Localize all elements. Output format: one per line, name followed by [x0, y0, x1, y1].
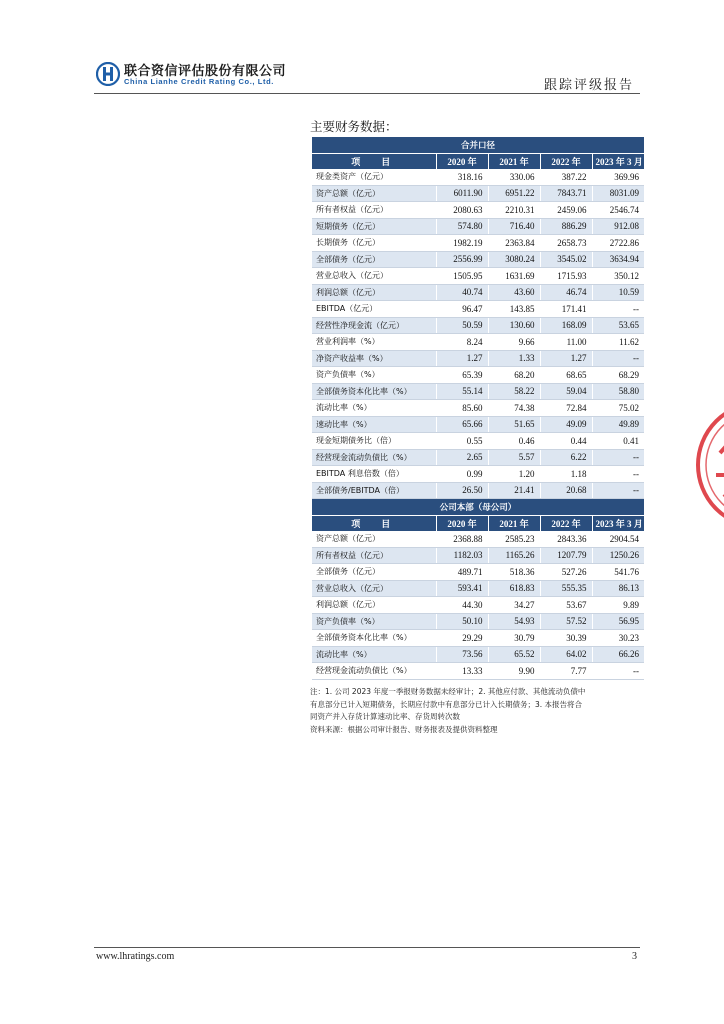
row-value: 2080.63 — [436, 202, 488, 219]
company-name-en: China Lianhe Credit Rating Co., Ltd. — [124, 77, 274, 86]
table-row — [312, 449, 644, 466]
row-value: 64.02 — [540, 646, 592, 663]
table-row — [312, 350, 644, 367]
row-value: 1715.93 — [540, 268, 592, 285]
row-value: 168.09 — [540, 317, 592, 334]
row-value: 1.18 — [540, 466, 592, 483]
table-row — [312, 202, 644, 219]
row-label: 资产负债率（%） — [312, 613, 436, 630]
row-value: 2658.73 — [540, 235, 592, 252]
row-label: 全部债务/EBITDA（倍） — [312, 482, 436, 499]
row-value: 55.14 — [436, 383, 488, 400]
row-label: 营业总收入（亿元） — [312, 580, 436, 597]
row-value: 2722.86 — [592, 235, 644, 252]
row-value: 6.22 — [540, 449, 592, 466]
row-value: -- — [592, 301, 644, 318]
table-row — [312, 400, 644, 417]
row-value: 3545.02 — [540, 251, 592, 268]
row-value: -- — [592, 663, 644, 680]
row-label: 全部债务资本化比率（%） — [312, 383, 436, 400]
table-row — [312, 646, 644, 663]
row-value: 2904.54 — [592, 531, 644, 547]
lianhe-logo-icon — [96, 62, 120, 86]
row-label: 净资产收益率（%） — [312, 350, 436, 367]
row-value: 387.22 — [540, 169, 592, 185]
row-value: -- — [592, 466, 644, 483]
row-value: 1982.19 — [436, 235, 488, 252]
table-row — [312, 334, 644, 351]
table-row — [312, 564, 644, 581]
row-value: 716.40 — [488, 218, 540, 235]
row-value: 0.44 — [540, 433, 592, 450]
row-value: 3634.94 — [592, 251, 644, 268]
row-label: 全部债务（亿元） — [312, 251, 436, 268]
row-value: 3080.24 — [488, 251, 540, 268]
row-value: 350.12 — [592, 268, 644, 285]
table-row — [312, 169, 644, 185]
row-value: 0.55 — [436, 433, 488, 450]
row-value: 2459.06 — [540, 202, 592, 219]
row-label: 经营现金流动负债比（%） — [312, 449, 436, 466]
row-value: 58.80 — [592, 383, 644, 400]
row-value: 13.33 — [436, 663, 488, 680]
row-label: 全部债务资本化比率（%） — [312, 630, 436, 647]
row-value: 1.20 — [488, 466, 540, 483]
row-value: 8.24 — [436, 334, 488, 351]
column-header-period: 2021 年 — [488, 153, 540, 169]
column-header-period: 2023 年 3 月 — [592, 153, 644, 169]
row-value: 1182.03 — [436, 547, 488, 564]
row-value: 11.00 — [540, 334, 592, 351]
table-header-row — [312, 153, 644, 169]
page-header — [0, 0, 724, 96]
row-value: 86.13 — [592, 580, 644, 597]
company-name-cn: 联合资信评估股份有限公司 — [124, 64, 287, 79]
table-row — [312, 218, 644, 235]
row-value: 518.36 — [488, 564, 540, 581]
row-value: 2210.31 — [488, 202, 540, 219]
row-label: 现金类资产（亿元） — [312, 169, 436, 185]
row-value: 143.85 — [488, 301, 540, 318]
website-url: www.lhratings.com — [96, 951, 175, 962]
table-row — [312, 597, 644, 614]
row-value: 85.60 — [436, 400, 488, 417]
row-value: 2556.99 — [436, 251, 488, 268]
row-label: EBITDA（亿元） — [312, 301, 436, 318]
row-value: 68.20 — [488, 367, 540, 384]
row-label: 短期债务（亿元） — [312, 218, 436, 235]
row-value: 29.29 — [436, 630, 488, 647]
table-section-banner — [312, 137, 644, 153]
table-row — [312, 284, 644, 301]
row-value: 6011.90 — [436, 185, 488, 202]
section-banner-label: 合并口径 — [312, 137, 644, 153]
note-line: 有息部分已计入短期债务，长期应付款中有息部分已计入长期债务；3. 本报告将合 — [310, 699, 583, 709]
table-row — [312, 317, 644, 334]
table-row — [312, 251, 644, 268]
row-value: 318.16 — [436, 169, 488, 185]
note-line: 同资产并入存货计算速动比率、存货周转次数 — [310, 712, 460, 721]
column-header-period: 2022 年 — [540, 515, 592, 531]
column-header-period: 2022 年 — [540, 153, 592, 169]
table-row — [312, 433, 644, 450]
row-value: 2546.74 — [592, 202, 644, 219]
row-label: 长期债务（亿元） — [312, 235, 436, 252]
row-value: 51.65 — [488, 416, 540, 433]
table-row — [312, 235, 644, 252]
row-value: 54.93 — [488, 613, 540, 630]
row-label: 资产总额（亿元） — [312, 185, 436, 202]
row-value: 73.56 — [436, 646, 488, 663]
row-value: 59.04 — [540, 383, 592, 400]
table-row — [312, 416, 644, 433]
row-value: 30.79 — [488, 630, 540, 647]
column-header-period: 2020 年 — [436, 153, 488, 169]
row-value: 68.29 — [592, 367, 644, 384]
row-label: 全部债务（亿元） — [312, 564, 436, 581]
table-row — [312, 367, 644, 384]
table-row — [312, 185, 644, 202]
row-value: 330.06 — [488, 169, 540, 185]
column-header-period: 2020 年 — [436, 515, 488, 531]
row-value: 40.74 — [436, 284, 488, 301]
row-value: 68.65 — [540, 367, 592, 384]
row-value: 50.10 — [436, 613, 488, 630]
row-value: 7.77 — [540, 663, 592, 680]
row-value: 1165.26 — [488, 547, 540, 564]
row-value: 11.62 — [592, 334, 644, 351]
row-value: 2585.23 — [488, 531, 540, 547]
row-value: 618.83 — [488, 580, 540, 597]
row-value: 5.57 — [488, 449, 540, 466]
row-value: 57.52 — [540, 613, 592, 630]
row-value: 72.84 — [540, 400, 592, 417]
row-label: 流动比率（%） — [312, 646, 436, 663]
row-value: 53.67 — [540, 597, 592, 614]
row-value: 44.30 — [436, 597, 488, 614]
row-value: 9.89 — [592, 597, 644, 614]
column-header-period: 2021 年 — [488, 515, 540, 531]
row-value: 886.29 — [540, 218, 592, 235]
table-row — [312, 580, 644, 597]
row-value: 30.23 — [592, 630, 644, 647]
row-value: 49.89 — [592, 416, 644, 433]
row-value: 555.35 — [540, 580, 592, 597]
row-value: -- — [592, 350, 644, 367]
table-row — [312, 547, 644, 564]
row-value: 489.71 — [436, 564, 488, 581]
table-row — [312, 301, 644, 318]
table-section-banner — [312, 499, 644, 516]
section-title: 主要财务数据： — [310, 119, 398, 134]
company-seal-stamp — [690, 375, 724, 555]
table-row — [312, 613, 644, 630]
row-value: 74.38 — [488, 400, 540, 417]
header-divider — [94, 93, 640, 94]
row-label: 资产负债率（%） — [312, 367, 436, 384]
row-value: 65.52 — [488, 646, 540, 663]
column-header-item: 项 目 — [312, 153, 436, 169]
row-value: 34.27 — [488, 597, 540, 614]
row-value: -- — [592, 482, 644, 499]
row-value: 1.27 — [540, 350, 592, 367]
row-value: 8031.09 — [592, 185, 644, 202]
row-value: 43.60 — [488, 284, 540, 301]
row-label: 营业利润率（%） — [312, 334, 436, 351]
table-row — [312, 531, 644, 547]
table-row — [312, 482, 644, 499]
row-value: 53.65 — [592, 317, 644, 334]
row-value: 2368.88 — [436, 531, 488, 547]
row-label: 现金短期债务比（倍） — [312, 433, 436, 450]
footer-divider — [94, 947, 640, 948]
note-line: 注：1. 公司 2023 年度一季报财务数据未经审计；2. 其他应付款、其他流动负债中 — [310, 687, 586, 696]
row-value: 0.41 — [592, 433, 644, 450]
row-value: 58.22 — [488, 383, 540, 400]
row-value: 20.68 — [540, 482, 592, 499]
row-value: 96.47 — [436, 301, 488, 318]
row-value: 1505.95 — [436, 268, 488, 285]
row-label: 流动比率（%） — [312, 400, 436, 417]
row-value: 0.46 — [488, 433, 540, 450]
data-source: 资料来源：根据公司审计报告、财务报表及提供资料整理 — [310, 724, 498, 734]
row-label: 利润总额（亿元） — [312, 284, 436, 301]
table-row — [312, 383, 644, 400]
row-value: 6951.22 — [488, 185, 540, 202]
row-label: 所有者权益（亿元） — [312, 202, 436, 219]
row-value: -- — [592, 449, 644, 466]
row-value: 2843.36 — [540, 531, 592, 547]
row-value: 21.41 — [488, 482, 540, 499]
row-label: 资产总额（亿元） — [312, 531, 436, 547]
row-value: 66.26 — [592, 646, 644, 663]
row-label: 经营现金流动负债比（%） — [312, 663, 436, 680]
row-value: 1631.69 — [488, 268, 540, 285]
row-value: 593.41 — [436, 580, 488, 597]
row-value: 130.60 — [488, 317, 540, 334]
row-value: 574.80 — [436, 218, 488, 235]
row-value: 56.95 — [592, 613, 644, 630]
row-value: 527.26 — [540, 564, 592, 581]
row-value: 7843.71 — [540, 185, 592, 202]
row-value: 2363.84 — [488, 235, 540, 252]
row-value: 46.74 — [540, 284, 592, 301]
section-banner-label: 公司本部（母公司） — [312, 499, 644, 516]
row-value: 2.65 — [436, 449, 488, 466]
row-value: 9.90 — [488, 663, 540, 680]
row-label: 所有者权益（亿元） — [312, 547, 436, 564]
row-value: 1250.26 — [592, 547, 644, 564]
table-header-row — [312, 515, 644, 531]
row-value: 1.27 — [436, 350, 488, 367]
row-value: 50.59 — [436, 317, 488, 334]
column-header-item: 项 目 — [312, 515, 436, 531]
page-number: 3 — [632, 951, 637, 962]
row-value: 65.66 — [436, 416, 488, 433]
row-value: 75.02 — [592, 400, 644, 417]
row-value: 30.39 — [540, 630, 592, 647]
row-value: 541.76 — [592, 564, 644, 581]
row-value: 49.09 — [540, 416, 592, 433]
table-notes — [310, 686, 646, 736]
row-label: 经营性净现金流（亿元） — [312, 317, 436, 334]
row-value: 9.66 — [488, 334, 540, 351]
row-value: 65.39 — [436, 367, 488, 384]
row-label: 营业总收入（亿元） — [312, 268, 436, 285]
row-value: 369.96 — [592, 169, 644, 185]
column-header-period: 2023 年 3 月 — [592, 515, 644, 531]
report-type: 跟踪评级报告 — [543, 78, 634, 93]
table-row — [312, 663, 644, 680]
row-value: 1207.79 — [540, 547, 592, 564]
row-value: 171.41 — [540, 301, 592, 318]
table-row — [312, 466, 644, 483]
table-row — [312, 268, 644, 285]
row-value: 0.99 — [436, 466, 488, 483]
row-label: 利润总额（亿元） — [312, 597, 436, 614]
financial-data-table — [312, 137, 644, 680]
row-value: 1.33 — [488, 350, 540, 367]
row-label: EBITDA 利息倍数（倍） — [312, 466, 436, 483]
row-value: 26.50 — [436, 482, 488, 499]
row-value: 10.59 — [592, 284, 644, 301]
row-value: 912.08 — [592, 218, 644, 235]
row-label: 速动比率（%） — [312, 416, 436, 433]
table-row — [312, 630, 644, 647]
